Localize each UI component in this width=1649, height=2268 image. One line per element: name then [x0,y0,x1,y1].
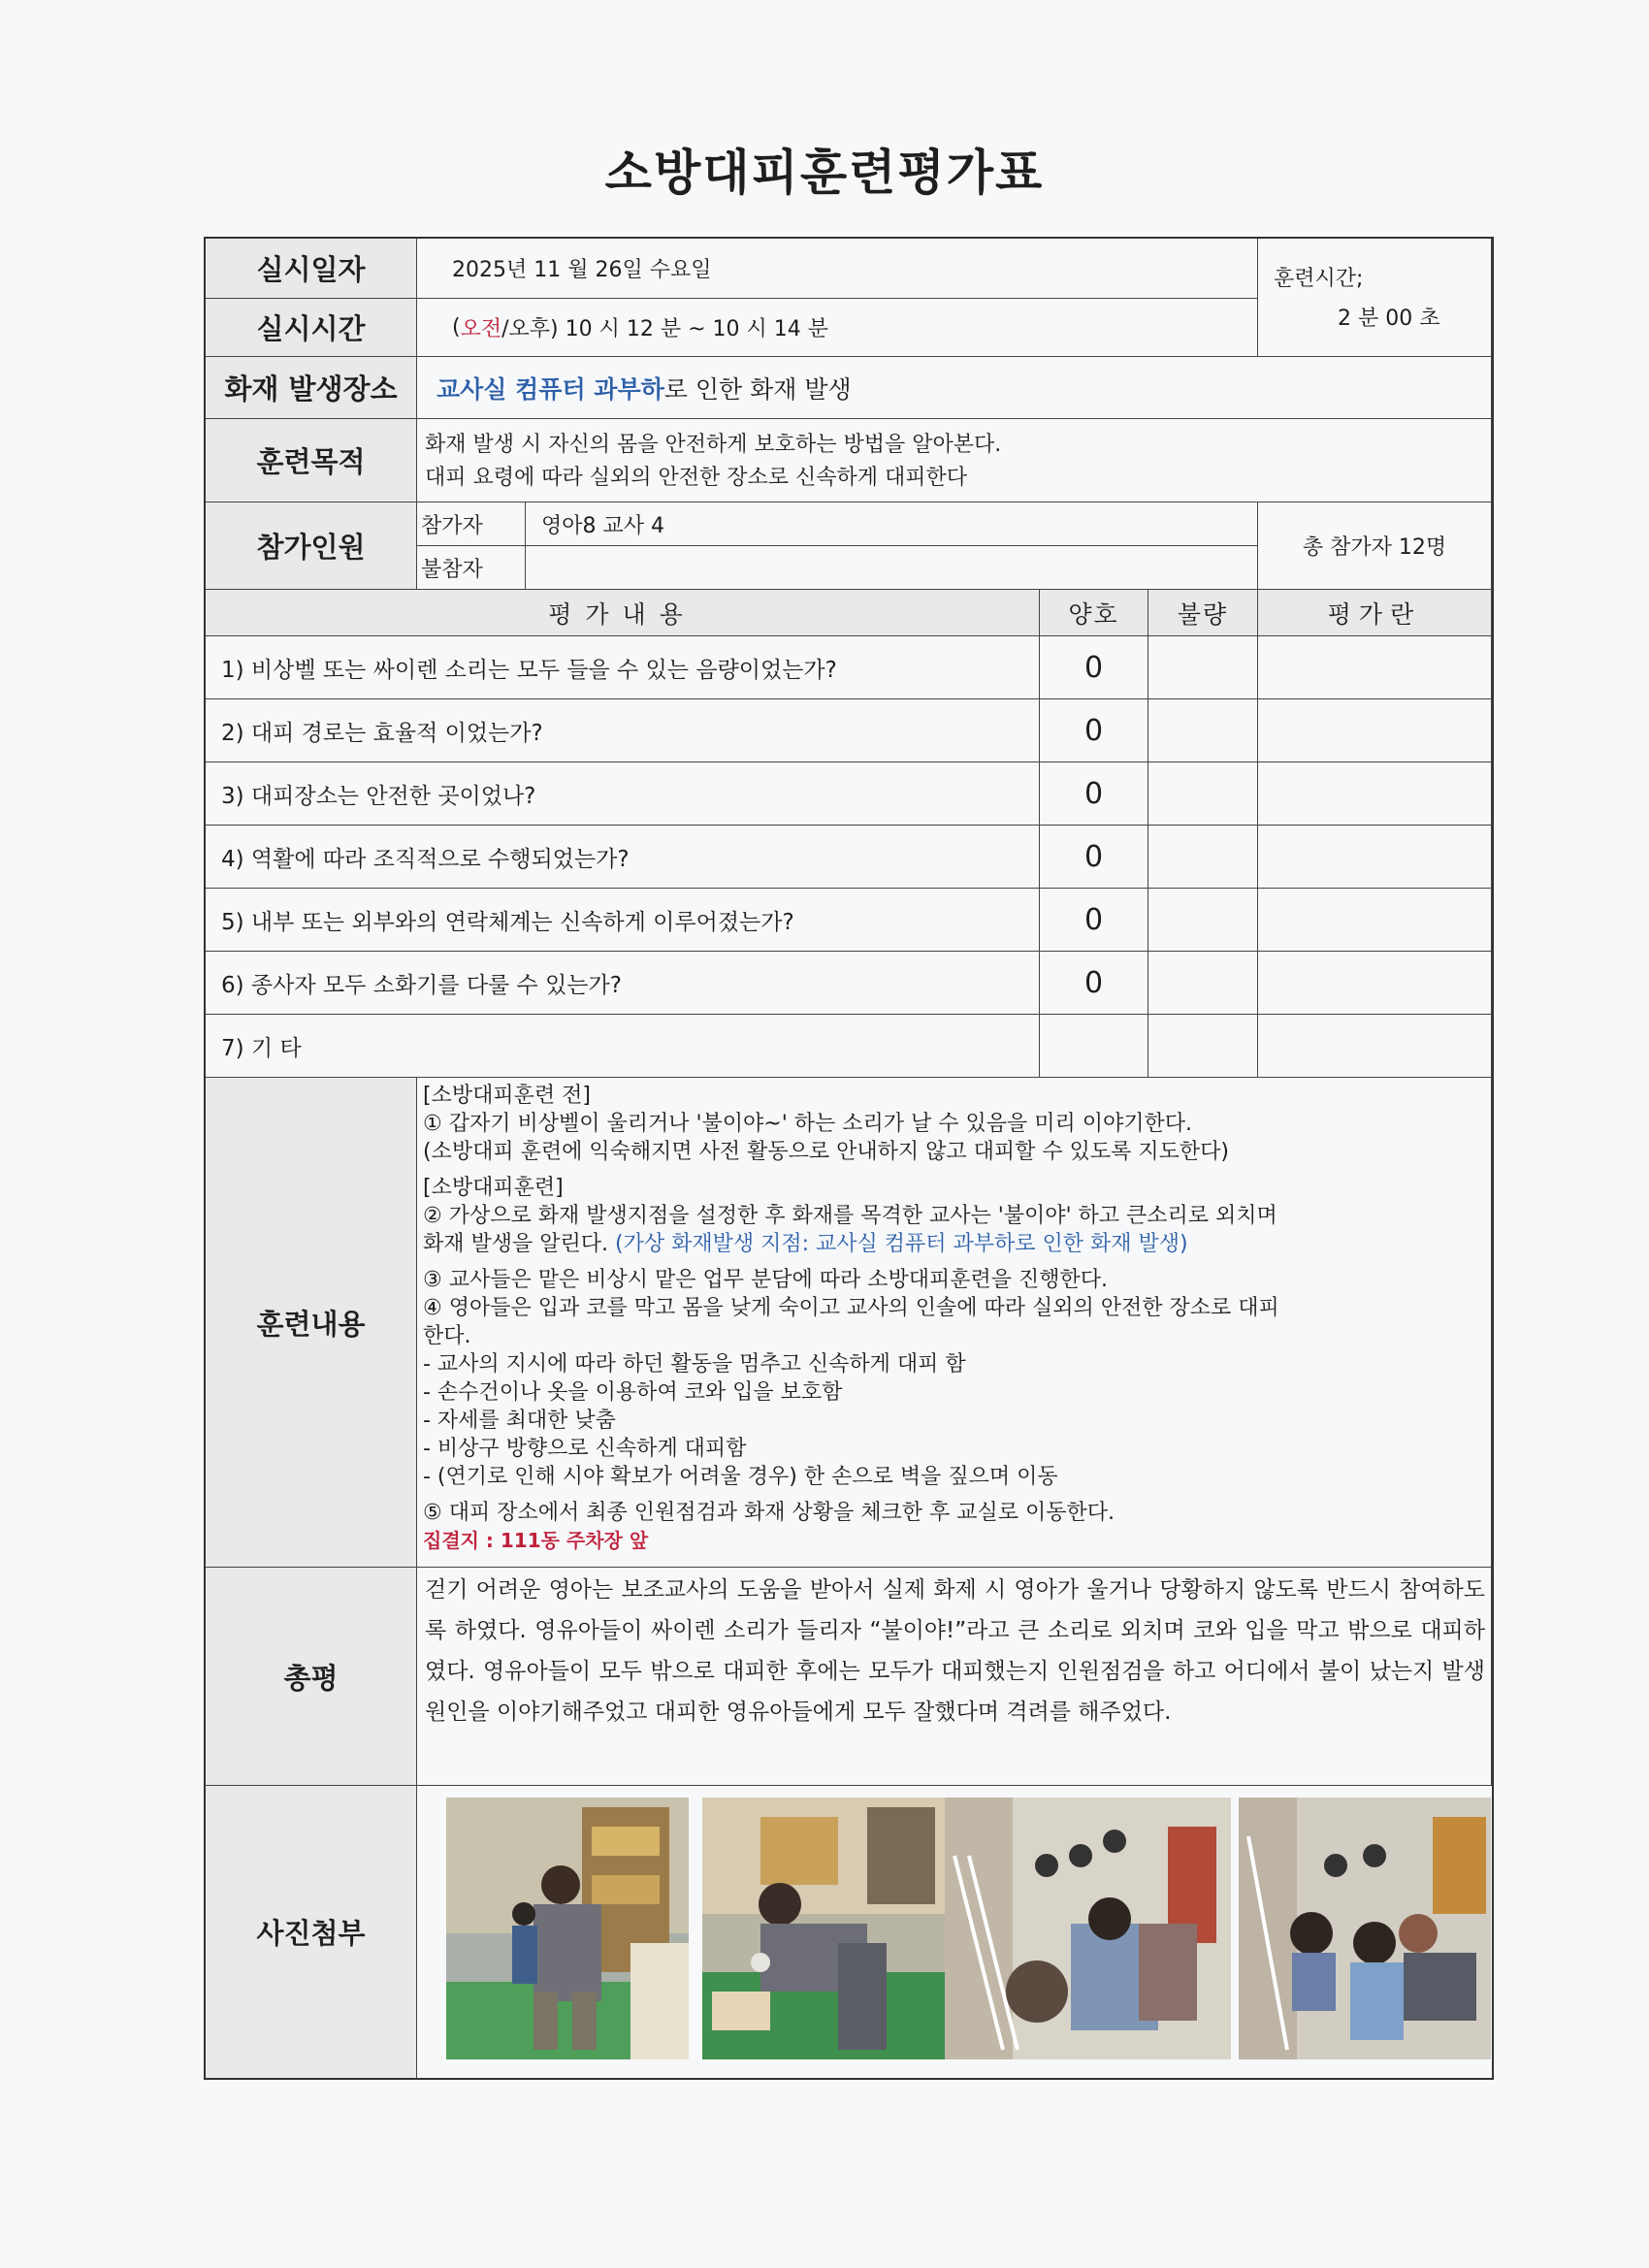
eval-item-2-remarks [1258,699,1492,762]
participants-label: 참가인원 [206,502,417,590]
eval-item-1-bad [1148,636,1258,699]
eval-item-6-good: 0 [1040,952,1148,1015]
purpose-line-2: 대피 요령에 따라 실외의 안전한 장소로 신속하게 대피한다 [425,466,968,490]
date-label: 실시일자 [206,239,417,299]
photo-1 [446,1798,689,2059]
eval-header-remarks: 평가란 [1258,590,1492,636]
evaluation-form [204,237,1494,2080]
step-4-line-1: ④ 영아들은 입과 코를 막고 몸을 낮게 숙이고 교사의 인솔에 따라 실외의 안전한 장소로 대피 [423,1296,1279,1320]
absent-value [526,546,1258,590]
attend-label: 참가자 [417,502,526,546]
assembly-point: 집결지 : 111동 주차장 앞 [423,1529,649,1552]
eval-item-1-remarks [1258,636,1492,699]
step-2-line-2 [423,1230,1487,1258]
summary-text: 걷기 어려운 영아는 보조교사의 도움을 받아서 실제 화제 시 영아가 울거나 당황하지 않도록 반드시 참여하도록 하였다. 영유아들이 싸이렌 소리가 들리자 “불이야!”라고 큰 소리로 외치며 코와 입을 막고 밖으로 대피하였다. 영유아들이 모두 밖으로 대피한 후에는 모두가 대피했는지 인원점검을 하고 어디에서 불이 났는지 발생 원인을 이야기해주었고 대피한 영유아들에게 모두 잘했다며 격려를 해주었다. [417,1568,1492,1786]
eval-item-1-good: 0 [1040,636,1148,699]
eval-header-content: 평가내용 [206,590,1040,636]
step-3: ③ 교사들은 맡은 비상시 맡은 업무 분담에 따라 소방대피훈련을 진행한다. [423,1268,1108,1292]
before-note: (소방대피 훈련에 익숙해지면 사전 활동으로 안내하지 않고 대피할 수 있도록 지도한다) [423,1140,1229,1164]
place-rest: 로 인한 화재 발생 [663,374,852,404]
eval-header-good: 양호 [1040,590,1148,636]
content-label: 훈련내용 [206,1078,417,1568]
eval-item-7-remarks [1258,1015,1492,1078]
eval-item-4-good: 0 [1040,826,1148,889]
photos-label: 사진첨부 [206,1786,417,2078]
purpose-value [417,419,1492,502]
eval-item-5-good: 0 [1040,889,1148,952]
bullet-2: - 손수건이나 옷을 이용하여 코와 입을 보호함 [423,1380,843,1405]
bullet-1: - 교사의 지시에 따라 하던 활동을 멈추고 신속하게 대피 함 [423,1352,966,1377]
eval-item-3-remarks [1258,762,1492,826]
eval-item-2-good: 0 [1040,699,1148,762]
bullet-3: - 자세를 최대한 낮춤 [423,1409,616,1433]
photo-2 [702,1798,945,2059]
step-2-text: 화재 발생을 알린다. [423,1232,615,1256]
eval-item-6-bad [1148,952,1258,1015]
attend-value: 영아8 교사 4 [526,502,1258,546]
eval-item-7: 7) 기 타 [206,1015,1040,1078]
summary-label: 총평 [206,1568,417,1786]
photo-3 [945,1798,1231,2059]
purpose-label: 훈련목적 [206,419,417,502]
eval-item-3-bad [1148,762,1258,826]
purpose-line-1: 화재 발생 시 자신의 몸을 안전하게 보호하는 방법을 알아본다. [425,433,1002,457]
eval-item-7-good [1040,1015,1148,1078]
eval-item-4-remarks [1258,826,1492,889]
step-2-highlight: (가상 화재발생 지점: 교사실 컴퓨터 과부하로 인한 화재 발생) [615,1232,1188,1256]
step-2-line-1: ② 가상으로 화재 발생지점을 설정한 후 화재를 목격한 교사는 '불이야' 하고 큰소리로 외치며 [423,1204,1277,1228]
time-paren: ( [452,315,461,340]
eval-item-7-bad [1148,1015,1258,1078]
eval-item-1: 1) 비상벨 또는 싸이렌 소리는 모두 들을 수 있는 음량이었는가? [206,636,1040,699]
before-step-1: ① 갑자기 비상벨이 울리거나 '불이야~' 하는 소리가 날 수 있음을 미리 이야기한다. [423,1112,1192,1136]
step-4-line-2: 한다. [423,1324,471,1348]
before-title: [소방대피훈련 전] [423,1084,591,1108]
eval-item-5: 5) 내부 또는 외부와의 연락체계는 신속하게 이루어졌는가? [206,889,1040,952]
eval-item-3-good: 0 [1040,762,1148,826]
eval-item-5-bad [1148,889,1258,952]
eval-item-5-remarks [1258,889,1492,952]
time-am-marked: 오전 [460,317,502,341]
time-label: 실시시간 [206,299,417,357]
duration-label: 훈련시간; [1274,267,1364,291]
place-value [417,357,1492,419]
eval-item-4-bad [1148,826,1258,889]
duration-value: 2 분 00 초 [1338,307,1440,331]
date-value: 2025년 11 월 26일 수요일 [417,239,1258,299]
place-label: 화재 발생장소 [206,357,417,419]
photo-4 [1239,1798,1491,2059]
procedure-box [417,1078,1492,1568]
during-title: [소방대피훈련] [423,1176,564,1200]
eval-item-3: 3) 대피장소는 안전한 곳이었나? [206,762,1040,826]
time-value [417,299,1258,357]
eval-header-bad: 불량 [1148,590,1258,636]
time-rest: /오후) 10 시 12 분 ~ 10 시 14 분 [501,317,828,341]
eval-item-6: 6) 종사자 모두 소화기를 다룰 수 있는가? [206,952,1040,1015]
bullet-4: - 비상구 방향으로 신속하게 대피함 [423,1437,747,1461]
absent-label: 불참자 [417,546,526,590]
eval-item-4: 4) 역활에 따라 조직적으로 수행되었는가? [206,826,1040,889]
eval-item-2-bad [1148,699,1258,762]
total-participants: 총 참가자 12명 [1258,502,1492,590]
eval-item-6-remarks [1258,952,1492,1015]
duration-box [1258,239,1492,357]
page-title: 소방대피훈련평가표 [604,145,1045,201]
step-5: ⑤ 대피 장소에서 최종 인원점검과 화재 상황을 체크한 후 교실로 이동한다. [423,1501,1115,1525]
place-highlight: 교사실 컴퓨터 과부하 [436,374,664,404]
bullet-5: - (연기로 인해 시야 확보가 어려울 경우) 한 손으로 벽을 짚으며 이동 [423,1465,1058,1489]
photos-area [417,1786,1492,2078]
eval-item-2: 2) 대피 경로는 효율적 이었는가? [206,699,1040,762]
